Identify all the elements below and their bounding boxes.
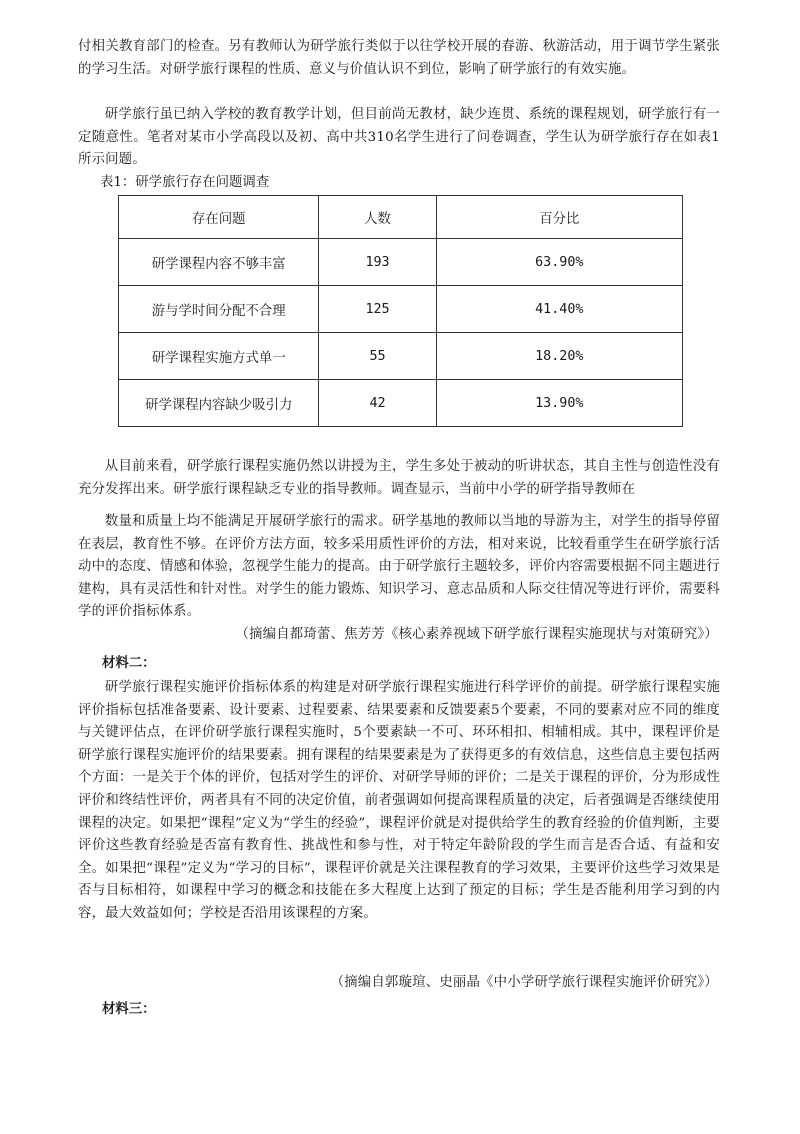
table-cell-problem: 研学课程内容缺少吸引力 — [119, 380, 319, 427]
table-cell-percent: 41.40% — [436, 286, 682, 333]
table-row — [119, 333, 683, 380]
paragraph-3b: 数量和质量上均不能满足开展研学旅行的需求。研学基地的教师以当地的导游为主，对学生的指导停留在表层，教育性不够。在评价方法方面，较多采用质性评价的方法，相对来说，比较看重学生在研学旅行活动中的态度、情感和体验，忽视学生能力的提高。由于研学旅行主题较多，评价内容需要根据不同主题进行建构，具有灵活性和针对性。对学生的能力锻炼、知识学习、意志品质和人际交往情况等进行评价，需要科学的评价指标体系。 — [78, 514, 720, 620]
table-cell-percent: 63.90% — [436, 239, 682, 286]
paragraph-4: 研学旅行课程实施评价指标体系的构建是对研学旅行课程实施进行科学评价的前提。研学旅行课程实施评价指标包括准备要素、设计要素、过程要素、结果要素和反馈要素5个要素，不同的要素对应不同的维度与关键评估点，在评价研学旅行课程实施时，5个要素缺一不可、环环相扣、相辅相成。其中，课程评价是研学旅行课程实施评价的结果要素。拥有课程的结果要素是为了获得更多的有效信息，这些信息主要包括两个方面：一是关于个体的评价，包括对学生的评价、对研学导师的评价；二是关于课程的评价，分为形成性评价和终结性评价，两者具有不同的决定价值，前者强调如何提高课程质量的决定，后者强调是否继续使用课程的决定。如果把“课程”定义为“学生的经验”，课程评价就是对提供给学生的教育经验的价值判断，主要评价这些教育经验是否富有教育性、挑战性和参与性，对于特定年龄阶段的学生而言是否合适、有益和安全。如果把“课程”定义为“学习的目标”，课程评价就是关注课程教育的学习效果，主要评价这些学习效果是否与目标相符，如课程中学习的概念和技能在多大程度上达到了预定的目标；学生是否能利用学习到的内容，最大效益如何；学校是否沿用该课程的方案。 — [78, 680, 720, 921]
paragraph-3a: 从目前来看，研学旅行课程实施仍然以讲授为主，学生多处于被动的听讲状态，其自主性与创造性没有充分发挥出来。研学旅行课程缺乏专业的指导教师。调查显示，当前中小学的研学指导教师在 — [78, 459, 720, 497]
table-cell-problem: 研学课程内容不够丰富 — [119, 239, 319, 286]
survey-table — [118, 195, 683, 427]
table-cell-percent: 13.90% — [436, 380, 682, 427]
table-cell-percent: 18.20% — [436, 333, 682, 380]
table-header-cell: 百分比 — [436, 196, 682, 239]
table-cell-count: 42 — [319, 380, 436, 427]
material-2-heading: 材料二： — [102, 655, 156, 671]
table-header-row — [119, 196, 683, 239]
table-caption: 表1：研学旅行存在问题调查 — [100, 175, 270, 190]
table-cell-problem: 研学课程实施方式单一 — [119, 333, 319, 380]
material-3-heading: 材料三： — [102, 1001, 156, 1017]
table-cell-count: 125 — [319, 286, 436, 333]
table-header-cell: 人数 — [319, 196, 436, 239]
source-citation-1: （摘编自都琦蕾、焦芳芳《核心素养视域下研学旅行课程实施现状与对策研究》） — [235, 627, 718, 642]
table-cell-problem: 游与学时间分配不合理 — [119, 286, 319, 333]
table-row — [119, 286, 683, 333]
paragraph-2: 研学旅行虽已纳入学校的教育教学计划，但目前尚无教材，缺少连贯、系统的课程规划，研学旅行有一定随意性。笔者对某市小学高段以及初、高中共310名学生进行了问卷调查，学生认为研学旅行存在如表1所示问题。 — [78, 107, 720, 168]
source-citation-2: （摘编自郭璇瑄、史丽晶《中小学研学旅行课程实施评价研究》） — [330, 975, 718, 990]
table-row — [119, 380, 683, 427]
table-header-cell: 存在问题 — [119, 196, 319, 239]
table-row — [119, 239, 683, 286]
table-cell-count: 193 — [319, 239, 436, 286]
table-cell-count: 55 — [319, 333, 436, 380]
paragraph-1: 付相关教育部门的检查。另有教师认为研学旅行类似于以往学校开展的春游、秋游活动，用于调节学生紧张的学习生活。对研学旅行课程的性质、意义与价值认识不到位，影响了研学旅行的有效实施。 — [78, 39, 720, 77]
